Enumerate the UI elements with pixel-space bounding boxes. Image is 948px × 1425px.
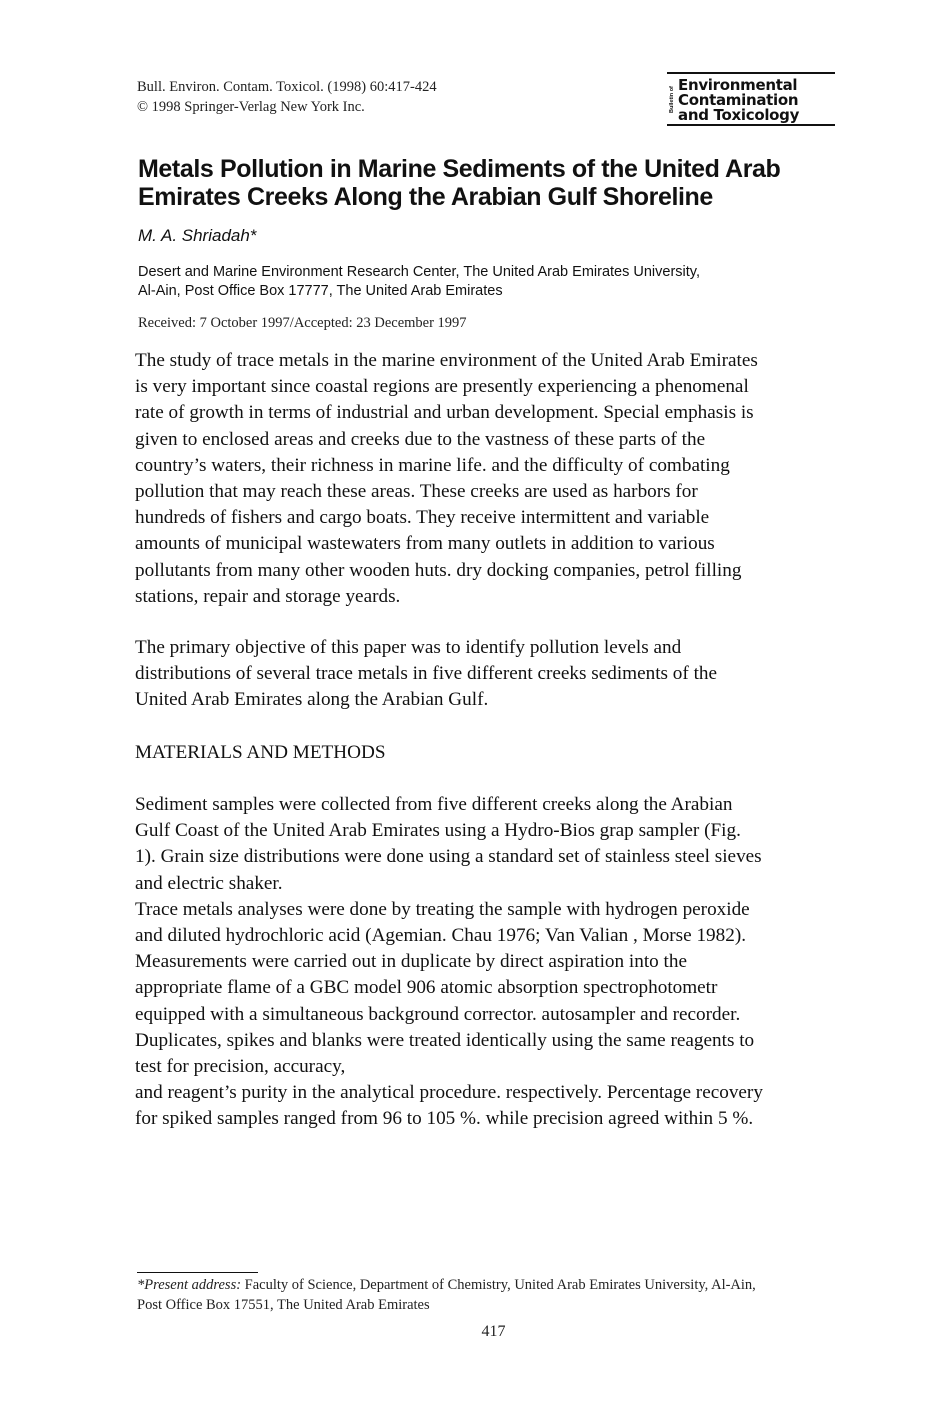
affiliation-line: Desert and Marine Environment Research Center, The United Arab Emirates University, bbox=[138, 264, 700, 280]
text-line: Trace metals analyses were done by treating the sample with hydrogen peroxide bbox=[135, 898, 750, 920]
footnote-line bbox=[137, 1275, 756, 1295]
text-line: Gulf Coast of the United Arab Emirates using a Hydro-Bios grap sampler (Fig. bbox=[135, 820, 741, 842]
text-line: and electric shaker. bbox=[135, 872, 283, 894]
intro-paragraph bbox=[135, 348, 758, 610]
text-line: equipped with a simultaneous background corrector. autosampler and recorder. bbox=[135, 1003, 741, 1025]
footnote-line: Post Office Box 17551, The United Arab Emirates bbox=[137, 1297, 430, 1313]
footnote-divider bbox=[137, 1272, 258, 1273]
footnote-text: Faculty of Science, Department of Chemistry, United Arab Emirates University, Al-Ain, bbox=[241, 1277, 756, 1293]
footnote-label: *Present address: bbox=[137, 1277, 242, 1293]
text-line: pollution that may reach these areas. These creeks are used as harbors for bbox=[135, 481, 698, 503]
received-dates: Received: 7 October 1997/Accepted: 23 December 1997 bbox=[138, 315, 467, 331]
page-number: 417 bbox=[481, 1323, 506, 1340]
text-line: appropriate flame of a GBC model 906 atomic absorption spectrophotometr bbox=[135, 977, 718, 999]
methods-paragraph bbox=[135, 792, 763, 1133]
text-line: The study of trace metals in the marine environment of the United Arab Emirates bbox=[135, 350, 758, 371]
journal-citation bbox=[137, 77, 437, 117]
text-line: stations, repair and storage yeards. bbox=[135, 585, 401, 607]
title-line: Emirates Creeks Along the Arabian Gulf Shoreline bbox=[138, 183, 713, 211]
section-heading-methods: MATERIALS AND METHODS bbox=[135, 742, 386, 763]
objective-paragraph bbox=[135, 635, 717, 714]
affiliation-line: Al-Ain, Post Office Box 17777, The United Arab Emirates bbox=[138, 282, 503, 299]
text-line: rate of growth in terms of industrial and urban development. Special emphasis is bbox=[135, 402, 754, 424]
text-line: amounts of municipal wastewaters from many outlets in addition to various bbox=[135, 533, 715, 555]
logo-line: and Toxicology bbox=[678, 106, 800, 124]
text-line: pollutants from many other wooden huts. dry docking companies, petrol filling bbox=[135, 559, 742, 581]
text-line: is very important since coastal regions are presently experiencing a phenomenal bbox=[135, 376, 749, 398]
text-line: Sediment samples were collected from five different creeks along the Arabian bbox=[135, 794, 733, 815]
text-line: United Arab Emirates along the Arabian Gulf. bbox=[135, 689, 489, 711]
text-line: given to enclosed areas and creeks due to the vastness of these parts of the bbox=[135, 428, 706, 450]
text-line: test for precision, accuracy, bbox=[135, 1056, 346, 1078]
author-name: M. A. Shriadah* bbox=[138, 226, 257, 245]
footnote bbox=[137, 1275, 756, 1315]
logo-side-text: Bulletin of bbox=[669, 86, 675, 114]
text-line: distributions of several trace metals in five different creeks sediments of the bbox=[135, 663, 718, 685]
text-line: Measurements were carried out in duplicate by direct aspiration into the bbox=[135, 951, 687, 973]
article-title bbox=[138, 155, 858, 211]
logo-line: Environmental bbox=[678, 76, 798, 94]
title-line: Metals Pollution in Marine Sediments of the United Arab bbox=[138, 155, 781, 183]
citation-line: Bull. Environ. Contam. Toxicol. (1998) 60:417-424 bbox=[137, 79, 437, 95]
text-line: for spiked samples ranged from 96 to 105 %. while precision agreed within 5 %. bbox=[135, 1108, 754, 1130]
copyright-line: © 1998 Springer-Verlag New York Inc. bbox=[137, 99, 365, 115]
text-line: hundreds of fishers and cargo boats. They receive intermittent and variable bbox=[135, 507, 710, 529]
logo-line: Contamination bbox=[678, 91, 799, 109]
text-line: country’s waters, their richness in marine life. and the difficulty of combating bbox=[135, 454, 730, 476]
text-line: and reagent’s purity in the analytical procedure. respectively. Percentage recovery bbox=[135, 1082, 763, 1104]
text-line: Duplicates, spikes and blanks were treated identically using the same reagents to bbox=[135, 1029, 755, 1051]
text-line: The primary objective of this paper was to identify pollution levels and bbox=[135, 637, 682, 658]
text-line: 1). Grain size distributions were done using a standard set of stainless steel sieves bbox=[135, 846, 762, 868]
author-affiliation bbox=[138, 263, 700, 300]
journal-logo bbox=[667, 72, 835, 126]
text-line: and diluted hydrochloric acid (Agemian. Chau 1976; Van Valian , Morse 1982). bbox=[135, 925, 747, 947]
